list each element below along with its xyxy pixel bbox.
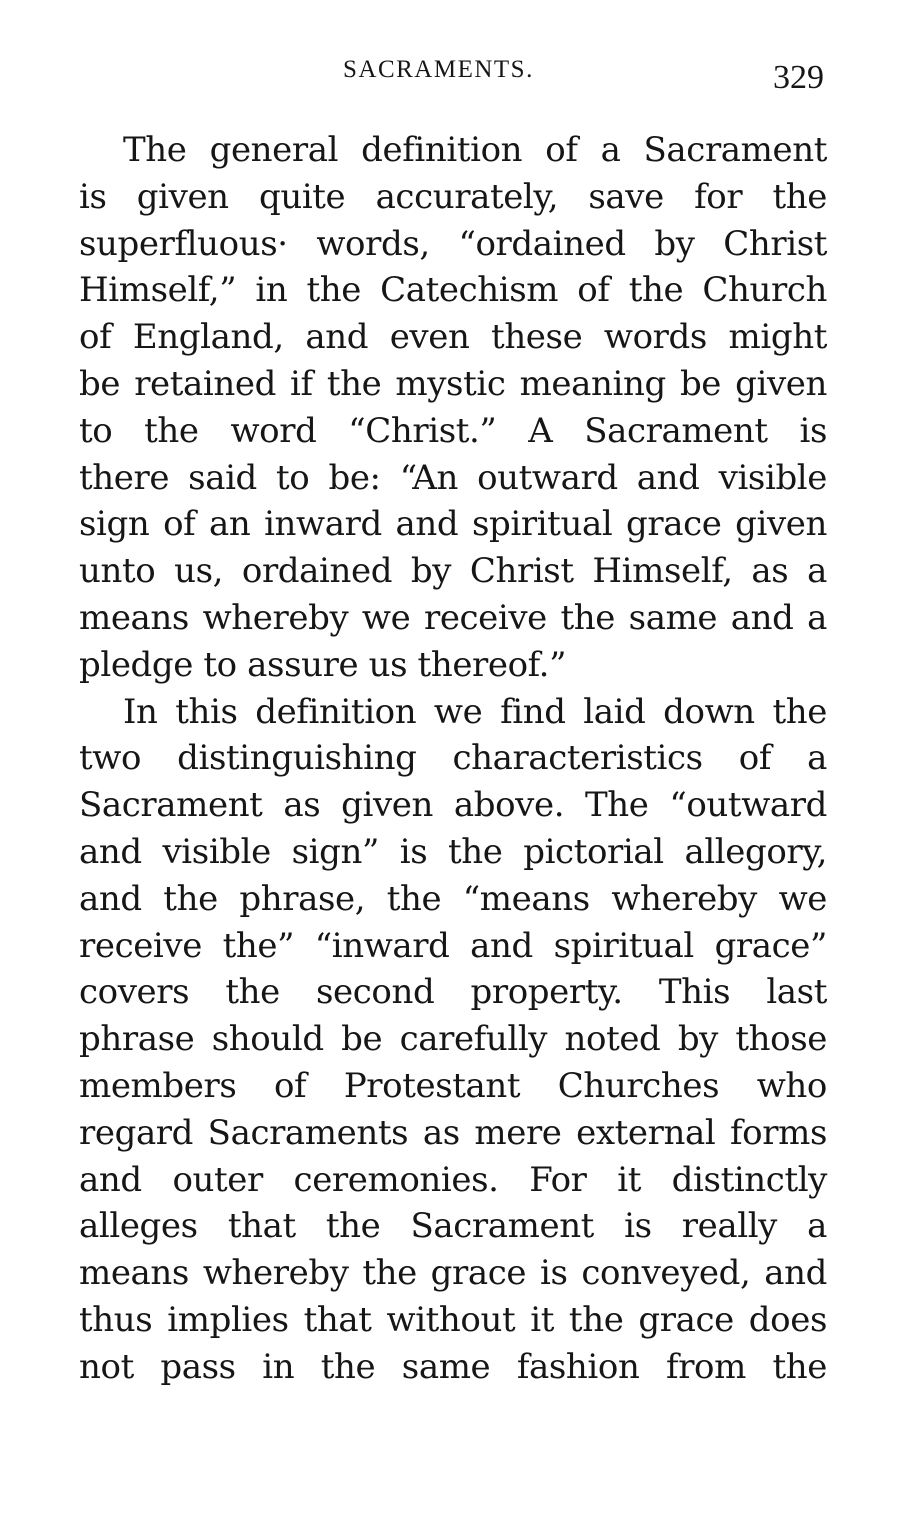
text-line: be retained if the mystic meaning be given — [79, 363, 827, 404]
text-line: to the word “Christ.” A Sacrament is — [79, 410, 827, 451]
text-line: pledge to assure us thereof.” — [79, 644, 567, 685]
text-line: Himself,” in the Catechism of the Church — [79, 270, 827, 311]
text-line: of England, and even these words might — [79, 317, 827, 358]
text-line: means whereby we receive the same and a — [79, 597, 827, 638]
text-line: superfluous· words, “ordained by Christ — [79, 223, 827, 264]
text-line: regard Sacraments as mere external forms — [79, 1112, 827, 1153]
text-line: and visible sign” is the pictorial allegory, — [79, 831, 827, 872]
text-line: phrase should be carefully noted by those — [79, 1019, 827, 1060]
text-line: and the phrase, the “means whereby we — [79, 878, 827, 919]
text-line: there said to be: “An outward and visible — [79, 457, 827, 498]
text-line: and outer ceremonies. For it distinctly — [79, 1159, 827, 1200]
text-line: receive the” “inward and spiritual grace” — [79, 925, 827, 966]
text-line: Sacrament as given above. The “outward — [79, 785, 827, 826]
body-text — [79, 127, 827, 1391]
text-line: thus implies that without it the grace does — [79, 1299, 827, 1340]
text-line: members of Protestant Churches who — [79, 1065, 827, 1106]
running-head-title: SACRAMENTS. — [343, 56, 534, 83]
text-line: sign of an inward and spiritual grace given — [79, 504, 827, 545]
text-line: two distinguishing characteristics of a — [79, 738, 827, 779]
text-line: means whereby the grace is conveyed, and — [79, 1253, 827, 1294]
text-line: is given quite accurately, save for the — [79, 176, 827, 217]
text-line: unto us, ordained by Christ Himself, as a — [79, 551, 827, 592]
page-number: 329 — [773, 59, 824, 96]
text-line: covers the second property. This last — [79, 972, 827, 1013]
text-line: alleges that the Sacrament is really a — [79, 1206, 827, 1247]
text-line: In this definition we find laid down the — [123, 691, 827, 732]
text-line: The general definition of a Sacrament — [123, 130, 827, 170]
text-line: not pass in the same fashion from the — [79, 1346, 827, 1387]
